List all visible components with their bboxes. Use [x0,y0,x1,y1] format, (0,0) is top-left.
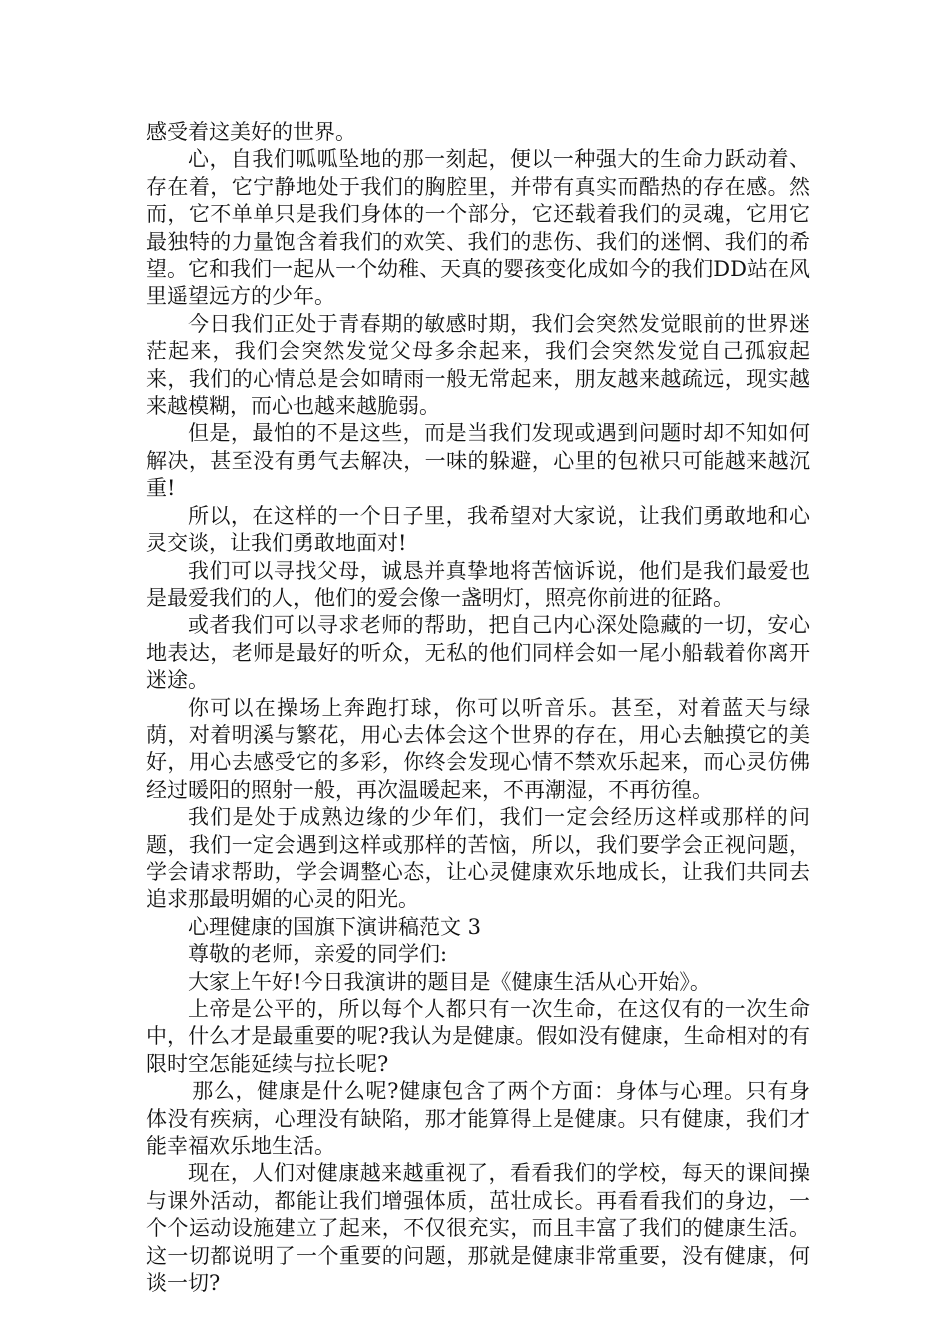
paragraph-4: 但是，最怕的不是这些，而是当我们发现或遇到问题时却不知如何解决，甚至没有勇气去解决，一味的躲避，心里的包袱只可能越来越沉重! [146,421,810,501]
paragraph-9: 我们是处于成熟边缘的少年们，我们一定会经历这样或那样的问题，我们一定会遇到这样或那样的苦恼，所以，我们要学会正视问题，学会请求帮助，学会调整心态，让心灵健康欢乐地成长，让我们共同去追求那最明媚的心灵的阳光。 [146,805,810,912]
greeting: 大家上午好!今日我演讲的题目是《健康生活从心开始》。 [188,969,711,994]
paragraph-5: 所以，在这样的一个日子里，我希望对大家说，让我们勇敢地和心灵交谈，让我们勇敢地面对! [146,503,810,556]
paragraph-13: 上帝是公平的，所以每个人都只有一次生命，在这仅有的一次生命中，什么才是最重要的呢?我认为是健康。假如没有健康，生命相对的有限时空怎能延续与拉长呢? [146,997,810,1076]
paragraph-2: 心，自我们呱呱坠地的那一刻起，便以一种强大的生命力跃动着、存在着，它宁静地处于我们的胸腔里，并带有真实而酷热的存在感。然而，它不单单只是我们身体的一个部分，它还载着我们的灵魂，它用它最独特的力量饱含着我们的欢笑、我们的悲伤、我们的迷惘、我们的希望。它和我们一起从一个幼稚、天真的婴孩变化成如今的我们DD站在风里遥望远方的少年。 [146,147,810,309]
paragraph-7: 或者我们可以寻求老师的帮助，把自己内心深处隐藏的一切，安心地表达，老师是最好的听众，无私的他们同样会如一尾小船载着你离开迷途。 [146,613,810,693]
paragraph-6: 我们可以寻找父母，诚恳并真挚地将苦恼诉说，他们是我们最爱也是最爱我们的人，他们的爱会像一盏明灯，照亮你前进的征路。 [146,558,810,610]
paragraph-14: 那么，健康是什么呢?健康包含了两个方面：身体与心理。只有身体没有疾病，心理没有缺陷，那才能算得上是健康。只有健康，我们才能幸福欢乐地生活。 [146,1079,810,1159]
paragraph-3: 今日我们正处于青春期的敏感时期，我们会突然发觉眼前的世界迷茫起来，我们会突然发觉父母多余起来，我们会突然发觉自己孤寂起来，我们的心情总是会如晴雨一般无常起来，朋友越来越疏远，现实越来越模糊，而心也越来越脆弱。 [146,311,810,419]
document-page [146,119,810,1297]
paragraph-8: 你可以在操场上奔跑打球，你可以听音乐。甚至，对着蓝天与绿荫，对着明溪与繁花，用心去体会这个世界的存在，用心去触摸它的美好，用心去感受它的多彩，你终会发现心情不禁欢乐起来，而心灵仿佛经过暖阳的照射一般，再次温暖起来，不再潮湿，不再彷徨。 [146,695,810,802]
paragraph-15: 现在，人们对健康越来越重视了，看看我们的学校，每天的课间操与课外活动，都能让我们增强体质，茁壮成长。再看看我们的身边，一个个运动设施建立了起来，不仅很充实，而且丰富了我们的健康生活。这一切都说明了一个重要的问题，那就是健康非常重要，没有健康，何谈一切? [146,1161,810,1296]
section-heading: 心理健康的国旗下演讲稿范文 3 [188,914,482,939]
paragraph-1: 感受着这美好的世界。 [146,120,356,144]
salutation: 尊敬的老师，亲爱的同学们: [188,942,448,967]
